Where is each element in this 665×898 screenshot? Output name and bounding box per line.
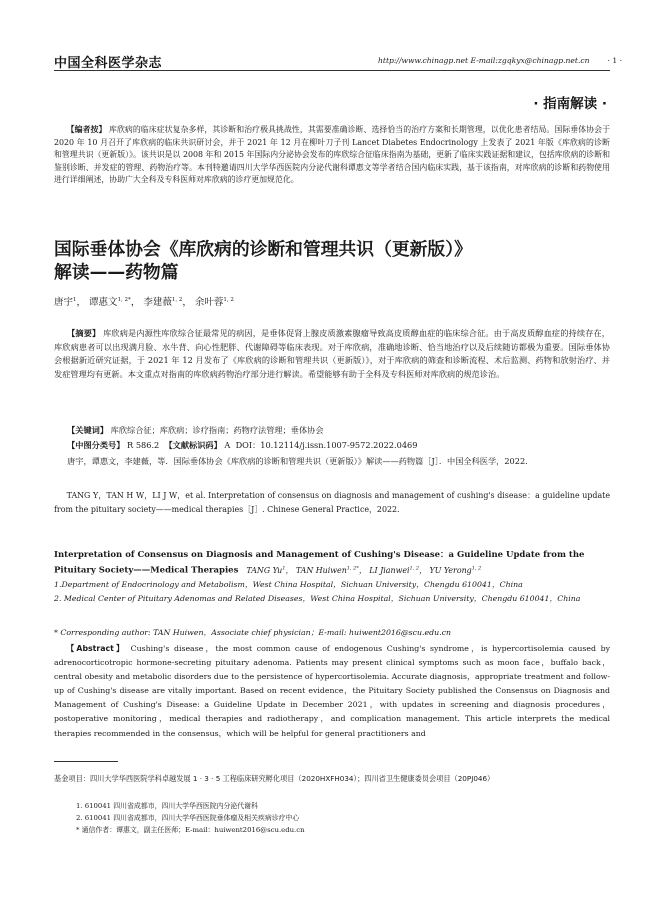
title-line-1: 国际垂体协会《库欣病的诊断和管理共识（更新版）》 <box>54 239 472 260</box>
author-name: 谭惠文 <box>89 297 118 308</box>
author-name: 唐宇 <box>54 297 74 308</box>
header-rule <box>54 70 610 71</box>
abstract-cn-text: 库欣病是内源性库欣综合征最常见的病因，是垂体促肾上腺皮质激素腺瘤导致高皮质醇血症的临床综合征。由于高皮质醇血症的持续存在，库欣病患者可以出现满月脸、水牛背、向心性肥胖、代谢障碍等临床表现。对于库欣病，准确地诊断、恰当地治疗以及后续随访都极为重要。国际垂体协会根据新近研究证据，于 2021 年 12 月发布了《库欣病的诊断和管理共识（更新版）》，对于库欣病的筛查和诊断流程、术后监测、药物和放射治疗、并发症管理均有更新。本文重点对指南的库欣病药物治疗部分进行解读。希望能够有助于全科及专科医师对库欣病的规范诊治。 <box>54 328 610 379</box>
author-aff-en: 1, 2 <box>471 565 482 572</box>
abstract-cn <box>54 327 610 381</box>
footnote-rule <box>54 761 118 762</box>
article-title-cn <box>54 238 472 284</box>
corresponding-cn: * 通信作者：谭惠文，副主任医师；E-mail：huiwent2016@scu.edu.cn <box>76 826 305 834</box>
author-name-en: LI Jianwei <box>369 566 410 576</box>
journal-contact <box>378 56 622 65</box>
journal-url[interactable]: http://www.chinagp.net E-mail:zgqkyx@chinagp.net.cn <box>378 56 590 65</box>
author-name-en: YU Yerong <box>429 566 472 576</box>
abstract-en <box>54 642 610 741</box>
affiliations-en <box>54 578 610 606</box>
author-name: 余叶蓉 <box>194 297 224 308</box>
author-aff: 1, 2 <box>171 296 183 303</box>
section-tag: · 指南解读 · <box>533 96 607 112</box>
editor-note <box>54 124 610 187</box>
author-aff-en: 1, 2 <box>409 565 420 572</box>
affiliation-en: 2. Medical Center of Pituitary Adenomas and Related Diseases，West China Hospital，Sichuan University，Chengdu 610041，China <box>54 593 581 603</box>
title-en-text: Interpretation of Consensus on Diagnosis and Management of Cushing's Disease：a Guideline Update from the Pituitary Society——Medical Therapies <box>54 550 585 577</box>
authors-en: TANG Yu$^1$， TAN Huiwen$^{1, 2*}$， LI Jianwei$^{1, 2}$， YU Yerong$^{1, 2}$ <box>246 565 482 576</box>
author-aff-en: 1, 2* <box>346 565 359 572</box>
author-name-en: TANG Yu <box>246 566 283 576</box>
clc-label: 【中图分类号】 <box>67 440 125 450</box>
article-title-en <box>54 549 610 578</box>
keywords-cn <box>54 424 610 438</box>
author-aff: 1, 2 <box>223 296 234 303</box>
keywords-cn-label: 【关键词】 <box>67 425 109 435</box>
citation-cn: 唐宇，谭惠文，李建薇，等．国际垂体协会《库欣病的诊断和管理共识（更新版）》解读——药物篇［J］．中国全科医学，2022. <box>67 456 528 466</box>
title-line-2: 解读——药物篇 <box>54 262 179 283</box>
author-aff: 1, 2* <box>117 296 131 303</box>
affiliation-en: 1.Department of Endocrinology and Metabolism，West China Hospital，Sichuan University，Chengdu 610041，China <box>54 580 523 589</box>
author-aff-en: 1 <box>282 565 286 572</box>
classification-line <box>54 439 610 453</box>
journal-name: 中国全科医学杂志 <box>54 56 163 71</box>
abstract-en-text: Cushing's disease，the most common cause of endogenous Cushing's syndrome，is hypercortisolemia caused by adrenocorticotropic hormone-secreting pituitary adenoma. Patients may present clinical symptoms such as moon face，buffalo back，central obesity and metabolic disorders due to the persistence of hypercortisolemia. Accurate diagnosis，appropriate treatment and follow-up of Cushing's disease are vitally important. Based on recent evidence，the Pituitary Society published the Consensus on Diagnosis and Management of Cushing's Disease: a Guideline Update in December 2021，with updates in screening and diagnosis procedures，postoperative monitoring，medical therapies and radiotherapy，and complication management. This article interprets the medical therapies recommended in the consensus，which will be helpful for general practitioners and <box>54 644 610 738</box>
doi[interactable]: DOI：10.12114/j.issn.1007-9572.2022.0469 <box>235 440 418 450</box>
keywords-cn-text: 库欣综合征；库欣病；诊疗指南；药物疗法管理；垂体协会 <box>110 425 324 435</box>
editor-note-text: 库欣病的临床症状复杂多样，其诊断和治疗极具挑战性，其需要准确诊断、选择恰当的治疗方案和长期管理，以优化患者结局。国际垂体协会于 2020 年 10 月召开了库欣病的临床共识研讨会，并于 2021 年 12 月在柳叶刀子刊 Lancet Diabetes Endocrinology 上发表了 2021 年版《库欣病的诊断和管理共识（更新版）》。该共识是以 2008 年和 2015 年国际内分泌协会发布的库欣综合征临床指南为基础，更新了临床实践证据和建议，包括库欣病的诊断和鉴别诊断、并发症的管理、药物治疗等。本刊特邀请四川大学华西医院内分泌代谢科谭惠文等学者结合国内临床实践，基于该指南，对库欣病的诊断和药物使用进行详细阐述，协助广大全科及专科医师对库欣病的诊疗更加规范化。 <box>54 125 610 185</box>
funding-note: 基金项目：四川大学华西医院学科卓越发展 1 · 3 · 5 工程临床研究孵化项目（2020HXFH034）；四川省卫生健康委员会项目（20PJ046） <box>54 774 495 783</box>
author-name: 李建薇 <box>143 297 172 308</box>
editor-note-label: 【编者按】 <box>66 125 107 134</box>
corresponding-en: * Corresponding author: TAN Huiwen，Associate chief physician；E-mail: huiwent2016@scu.edu.cn <box>54 628 452 637</box>
citation-en: TANG Y，TAN H W，LI J W，et al. Interpretation of consensus on diagnosis and management of cushing's disease：a guideline update from the pituitary society——medical therapies［J］. Chinese General Practice，2022. <box>54 491 610 514</box>
page-number: · 1 · <box>607 56 623 65</box>
doc-code-label: 【文献标识码】 <box>164 440 222 450</box>
address-2: 2. 610041 四川省成都市，四川大学华西医院垂体瘤及相关疾病诊疗中心 <box>76 814 300 822</box>
author-name-en: TAN Huiwen <box>295 566 347 576</box>
doc-code-value: A <box>224 440 231 450</box>
abstract-en-label: 【Abstract】 <box>66 644 126 653</box>
authors-cn: 唐宇$^1$， 谭惠文$^{1, 2*}$， 李建薇$^{1, 2}$， 余叶蓉$^{1, 2}$ <box>54 296 234 308</box>
address-1: 1. 610041 四川省成都市，四川大学华西医院内分泌代谢科 <box>76 802 258 810</box>
author-aff: 1 <box>73 296 77 303</box>
abstract-cn-label: 【摘要】 <box>67 328 101 338</box>
clc-value: R 586.2 <box>127 440 160 450</box>
